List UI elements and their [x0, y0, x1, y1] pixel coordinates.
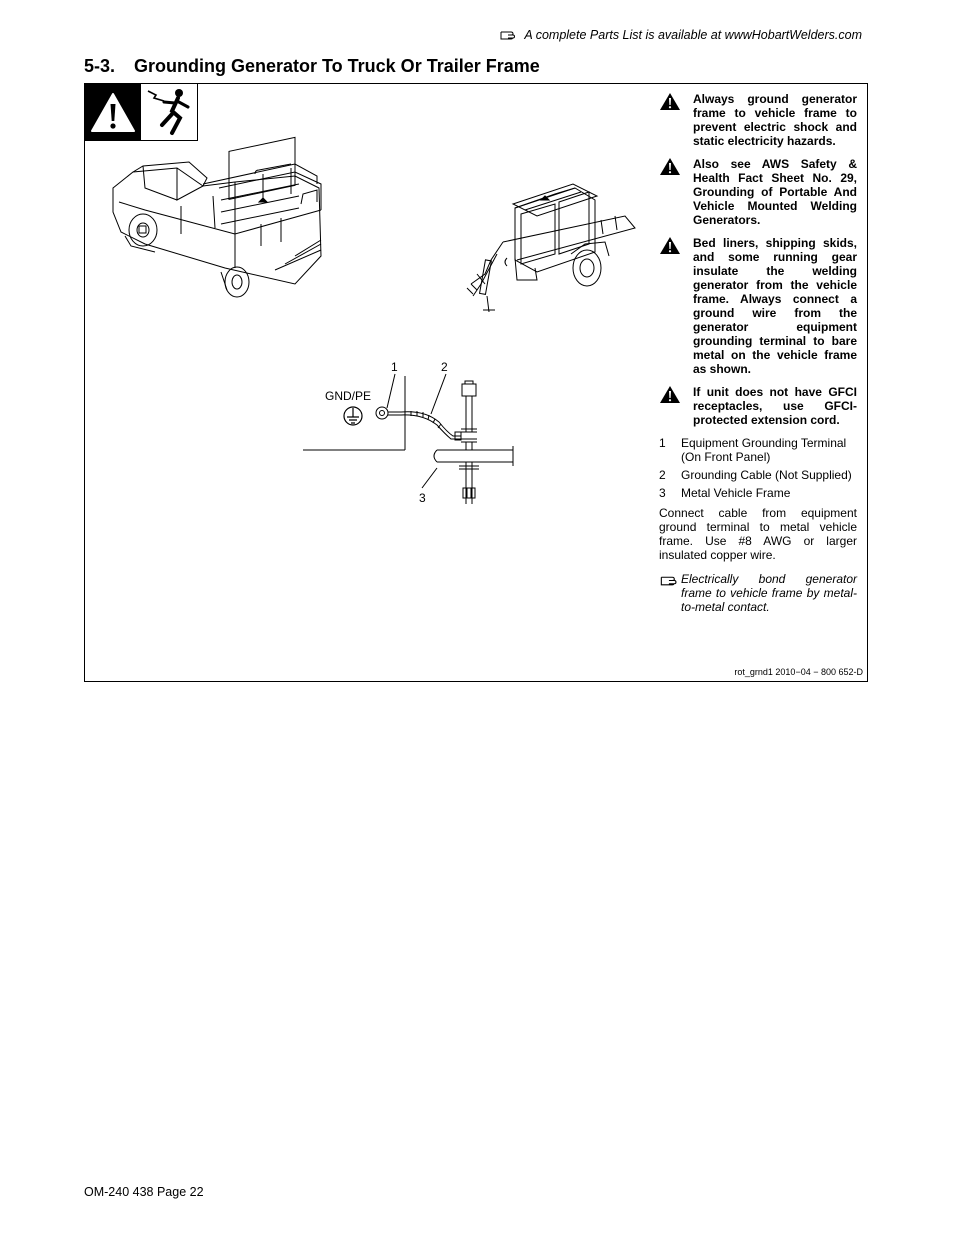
parts-list-note-text: A complete Parts List is available at wwwHobartWelders.com: [524, 28, 862, 42]
ground-symbol-icon: [344, 407, 362, 425]
figure-frame: [84, 83, 868, 682]
warning-block-4: [659, 385, 857, 427]
warning-triangle-icon: [659, 157, 681, 176]
warning-text-1: Always ground generator frame to vehicle frame to prevent electric shock and static electricity hazards.: [693, 92, 857, 148]
warning-text-3: Bed liners, shipping skids, and some running gear insulate the welding generator from the vehicle frame. Always connect a ground wire from the generator equipment grounding terminal to bare metal on the vehicle frame as shown.: [693, 236, 857, 376]
legend-number: 1: [659, 436, 666, 450]
hand-pointer-icon: [500, 29, 518, 41]
warning-triangle-icon: [659, 236, 681, 255]
hand-pointer-icon: [659, 572, 681, 587]
legend-text: Equipment Grounding Terminal (On Front Panel): [681, 436, 847, 464]
warning-block-3: [659, 236, 857, 376]
instructions-column: [659, 92, 857, 614]
section-title-text: Grounding Generator To Truck Or Trailer Frame: [134, 56, 540, 76]
warning-block-1: [659, 92, 857, 148]
warning-block-2: [659, 157, 857, 227]
warning-text-2: Also see AWS Safety & Health Fact Sheet No. 29, Grounding of Portable And Vehicle Mounted Welding Generators.: [693, 157, 857, 227]
legend-number: 2: [659, 468, 666, 482]
grounding-illustration: [85, 84, 655, 524]
legend-text: Metal Vehicle Frame: [681, 486, 791, 500]
warning-triangle-icon: [659, 385, 681, 404]
trailer-drawing: [467, 184, 635, 312]
figure-reference: rot_grnd1 2010−04 − 800 652-D: [734, 667, 863, 677]
ground-terminal-drawing: [376, 407, 388, 419]
note-text: Electrically bond generator frame to vehicle frame by metal-to-metal contact.: [681, 572, 857, 614]
page-footer: OM-240 438 Page 22: [84, 1185, 204, 1199]
page-title: [84, 56, 540, 77]
section-number: 5-3.: [84, 56, 116, 76]
grounding-diagram: [303, 360, 513, 505]
legend-text: Grounding Cable (Not Supplied): [681, 468, 852, 482]
legend-item: [659, 468, 857, 482]
parts-list-note: [500, 28, 862, 42]
pickup-truck-drawing: [113, 137, 321, 297]
instruction-text: Connect cable from equipment ground terminal to metal vehicle frame. Use #8 AWG or larger insulated copper wire.: [659, 506, 857, 562]
warning-triangle-icon: [659, 92, 681, 111]
legend-item: [659, 436, 857, 464]
callout-3: 3: [419, 491, 426, 505]
legend-item: [659, 486, 857, 500]
warning-text-4: If unit does not have GFCI receptacles, use GFCI-protected extension cord.: [693, 385, 857, 427]
gnd-pe-label: GND/PE: [325, 389, 372, 403]
callout-1: 1: [391, 360, 398, 374]
note-block: [659, 572, 857, 614]
callout-2: 2: [441, 360, 448, 374]
legend-number: 3: [659, 486, 666, 500]
